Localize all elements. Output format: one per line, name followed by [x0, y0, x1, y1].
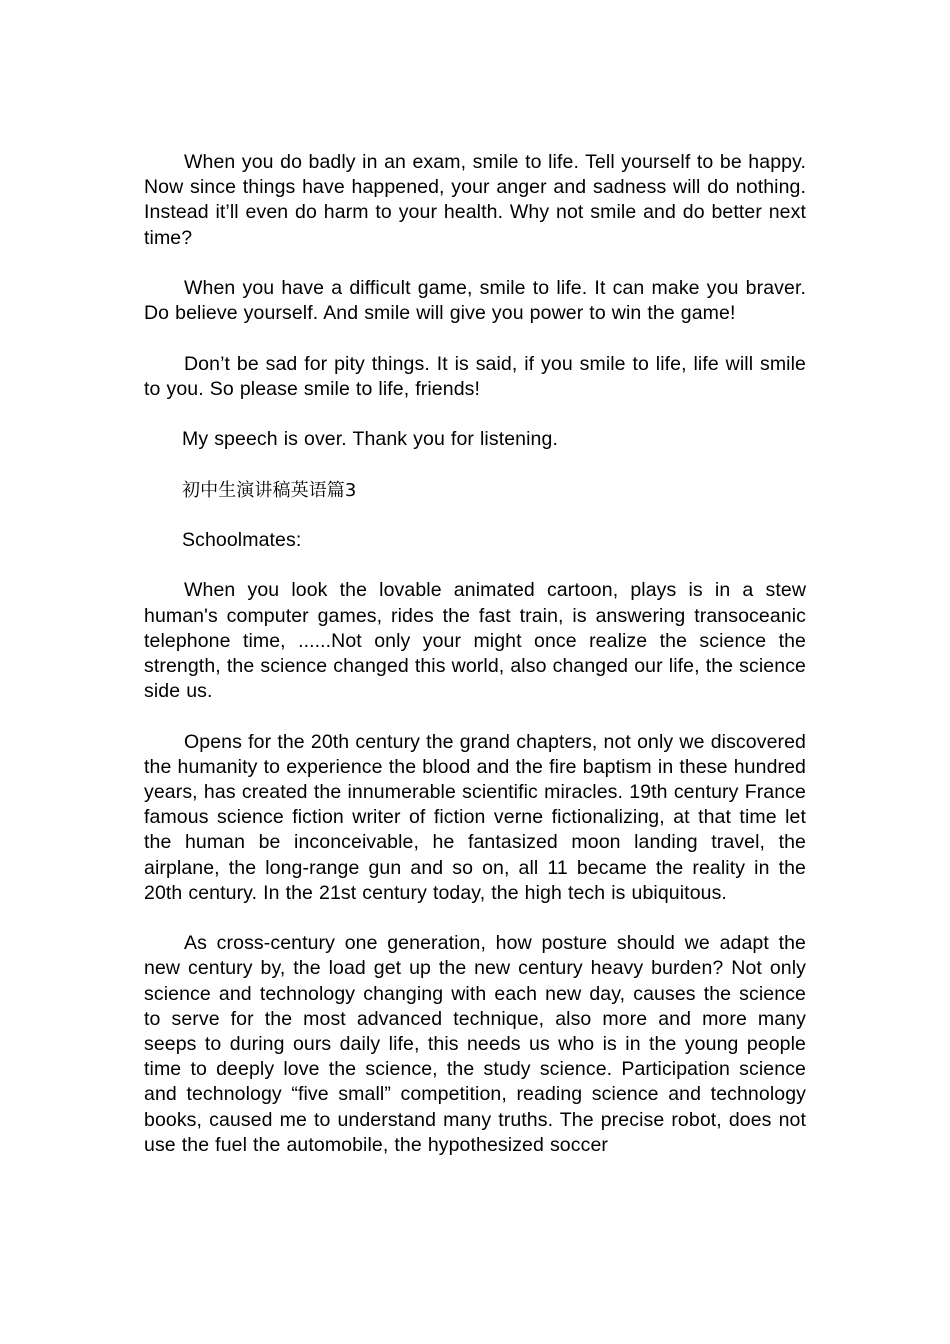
paragraph-pity: Don’t be sad for pity things. It is said, if you smile to life, life will smile to you. So please smile to life, friends!: [144, 352, 806, 400]
paragraph-generation: As cross-century one generation, how posture should we adapt the new century by, the load get up the new century heavy burden? Not only science and technology changing with each new day, causes the science to serve for the most advanced technique, also more and more many seeps to during ours daily life, this needs us who is in the young people time to deeply love the science, the study science. Participation science and technology “five small” competition, reading science and technology books, caused me to understand many truths. The precise robot, does not use the fuel the automobile, the hypothesized soccer: [144, 932, 806, 1156]
paragraph-exam: When you do badly in an exam, smile to life. Tell yourself to be happy. Now since things have happened, your anger and sadness will do nothing. Instead it’ll even do harm to your health. Why not smile and do better next time?: [144, 151, 806, 249]
paragraph-game: When you have a difficult game, smile to life. It can make you braver. Do believe yourself. And smile will give you power to win the game!: [144, 277, 806, 325]
document-body: [144, 150, 806, 1183]
paragraph-century: Opens for the 20th century the grand chapters, not only we discovered the humanity to experience the blood and the fire baptism in these hundred years, has created the innumerable scientific miracles. 19th century France famous science fiction writer of fiction verne fictionalizing, at that time let the human be inconceivable, he fantasized moon landing travel, the airplane, the long-range gun and so on, all 11 became the reality in the 20th century. In the 21st century today, the high tech is ubiquitous.: [144, 730, 806, 904]
section-heading: 初中生演讲稿英语篇3: [182, 479, 357, 501]
salutation: Schoolmates:: [182, 528, 302, 551]
paragraph-closing: My speech is over. Thank you for listening.: [182, 428, 558, 451]
paragraph-cartoon: When you look the lovable animated cartoon, plays is in a stew human's computer games, rides the fast train, is answering transoceanic telephone time, ......Not only your might once realize the science the strength, the science changed this world, also changed our life, the science side us.: [144, 579, 806, 703]
